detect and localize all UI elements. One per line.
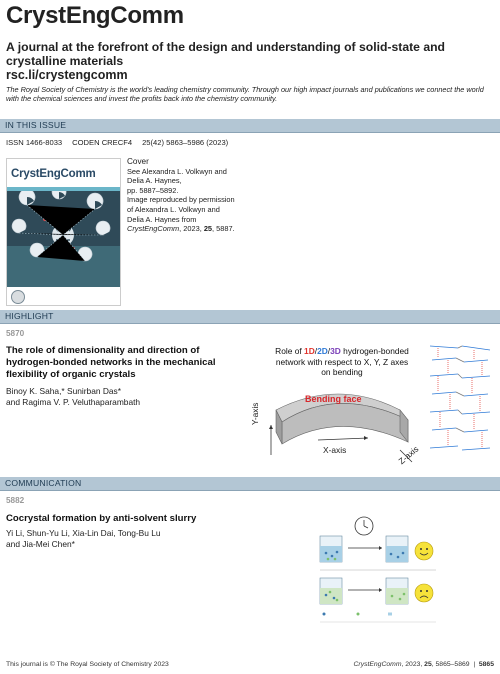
- figure-caption-line1: [262, 346, 422, 357]
- rsc-logo-icon: [11, 290, 25, 304]
- z-axis-label: Z-axis: [396, 443, 421, 467]
- author-line: and Jia-Mei Chen*: [6, 538, 75, 549]
- footer-page-number: 5865: [478, 661, 494, 668]
- coden: CODEN CRECF4: [72, 138, 133, 147]
- issn: ISSN 1466-8033: [6, 138, 63, 147]
- footer-pages: , 5865–5869: [431, 661, 470, 668]
- volume-pages: 25(42) 5863–5986 (2023): [142, 138, 229, 147]
- journal-tagline: A journal at the forefront of the design and understanding of solid-state and crystalline materials: [6, 40, 445, 68]
- cite-page: , 5887.: [212, 224, 235, 234]
- section-heading: HIGHLIGHT: [5, 311, 54, 321]
- cover-caption-line: Image reproduced by permission: [127, 195, 235, 205]
- cover-journal-title: CrystEngComm: [11, 168, 96, 180]
- cover-citation: [127, 224, 287, 234]
- cover-heading: Cover: [127, 157, 149, 166]
- cover-caption-line: pp. 5887–5892.: [127, 185, 179, 195]
- bottom-process-row: [320, 578, 433, 604]
- cite-volume: 25: [203, 224, 213, 234]
- journal-title: CrystEngComm: [6, 2, 184, 29]
- section-bar-highlight: [0, 310, 500, 324]
- rsc-blurb: The Royal Society of Chemistry is the world's leading chemistry community. Through our high impact journals and publications we connect the world with the chemical sciences and invest the profits back into the chemistry community.: [6, 85, 484, 104]
- label-1d: 1D: [304, 346, 315, 356]
- section-heading: IN THIS ISSUE: [5, 120, 67, 130]
- bending-face-label: Bending face: [305, 394, 362, 404]
- communication-authors: [6, 528, 256, 549]
- label-2d: 2D: [317, 346, 328, 356]
- highlight-authors: [6, 386, 256, 407]
- author-line: and Ragima V. P. Veluthaparambath: [6, 396, 141, 407]
- footer-year: , 2023,: [401, 661, 425, 668]
- communication-page-number: 5882: [6, 496, 25, 505]
- highlight-article-title[interactable]: [6, 345, 256, 381]
- figure-caption-line2: network with respect to X, Y, Z axes: [275, 356, 409, 367]
- author-line: Binoy K. Saha,* Sunirban Das*: [6, 386, 121, 396]
- cover-caption: [127, 157, 287, 234]
- anti-solvent-slurry-graphical-abstract: [318, 508, 438, 638]
- top-process-row: [320, 517, 433, 562]
- title-line: The role of dimensionality and direction of: [6, 345, 200, 356]
- cover-caption-line: Delia A. Haynes from: [127, 214, 197, 224]
- communication-article-title[interactable]: Cocrystal formation by anti-solvent slurry: [6, 513, 197, 524]
- section-bar-communication: [0, 477, 500, 491]
- caption-slash: /: [327, 346, 331, 356]
- cover-caption-line: of Alexandra L. Volkwyn and: [127, 204, 220, 214]
- figure-caption-line3: on bending: [321, 367, 363, 377]
- footer-copyright: This journal is © The Royal Society of Chemistry 2023: [6, 661, 169, 668]
- footer-journal: CrystEngComm: [353, 661, 402, 668]
- cite-journal: CrystEngComm: [127, 224, 180, 234]
- highlight-figure-caption: [262, 346, 422, 378]
- cover-image[interactable]: [6, 158, 121, 306]
- caption-text: hydrogen-bonded: [340, 346, 409, 356]
- highlight-page-number: 5870: [6, 329, 25, 338]
- author-line: Yi Li, Shun-Yu Li, Xia-Lin Dai, Tong-Bu Lu: [6, 528, 161, 538]
- issn-line: [6, 138, 238, 147]
- label-3d: 3D: [330, 346, 341, 356]
- y-axis-label: Y-axis: [250, 402, 260, 425]
- x-axis-label: X-axis: [323, 445, 347, 455]
- cover-caption-line: Delia A. Haynes,: [127, 176, 182, 186]
- caption-text: Role of: [275, 346, 305, 356]
- hydrogen-bond-network-diagram: [428, 342, 494, 462]
- footer-citation: [310, 661, 494, 668]
- section-bar-in-this-issue: [0, 119, 500, 133]
- cover-caption-line: See Alexandra L. Volkwyn and: [127, 166, 227, 176]
- title-line: hydrogen-bonded networks in the mechanical: [6, 357, 216, 368]
- caption-slash: /: [314, 346, 318, 356]
- footer-volume: 25: [424, 661, 432, 668]
- cover-artwork: [7, 191, 120, 287]
- footer-separator: |: [469, 661, 479, 668]
- section-heading: COMMUNICATION: [5, 478, 82, 488]
- title-line: flexibility of organic crystals: [6, 369, 136, 380]
- journal-url[interactable]: rsc.li/crystengcomm: [6, 68, 128, 82]
- cite-year: , 2023,: [179, 224, 204, 234]
